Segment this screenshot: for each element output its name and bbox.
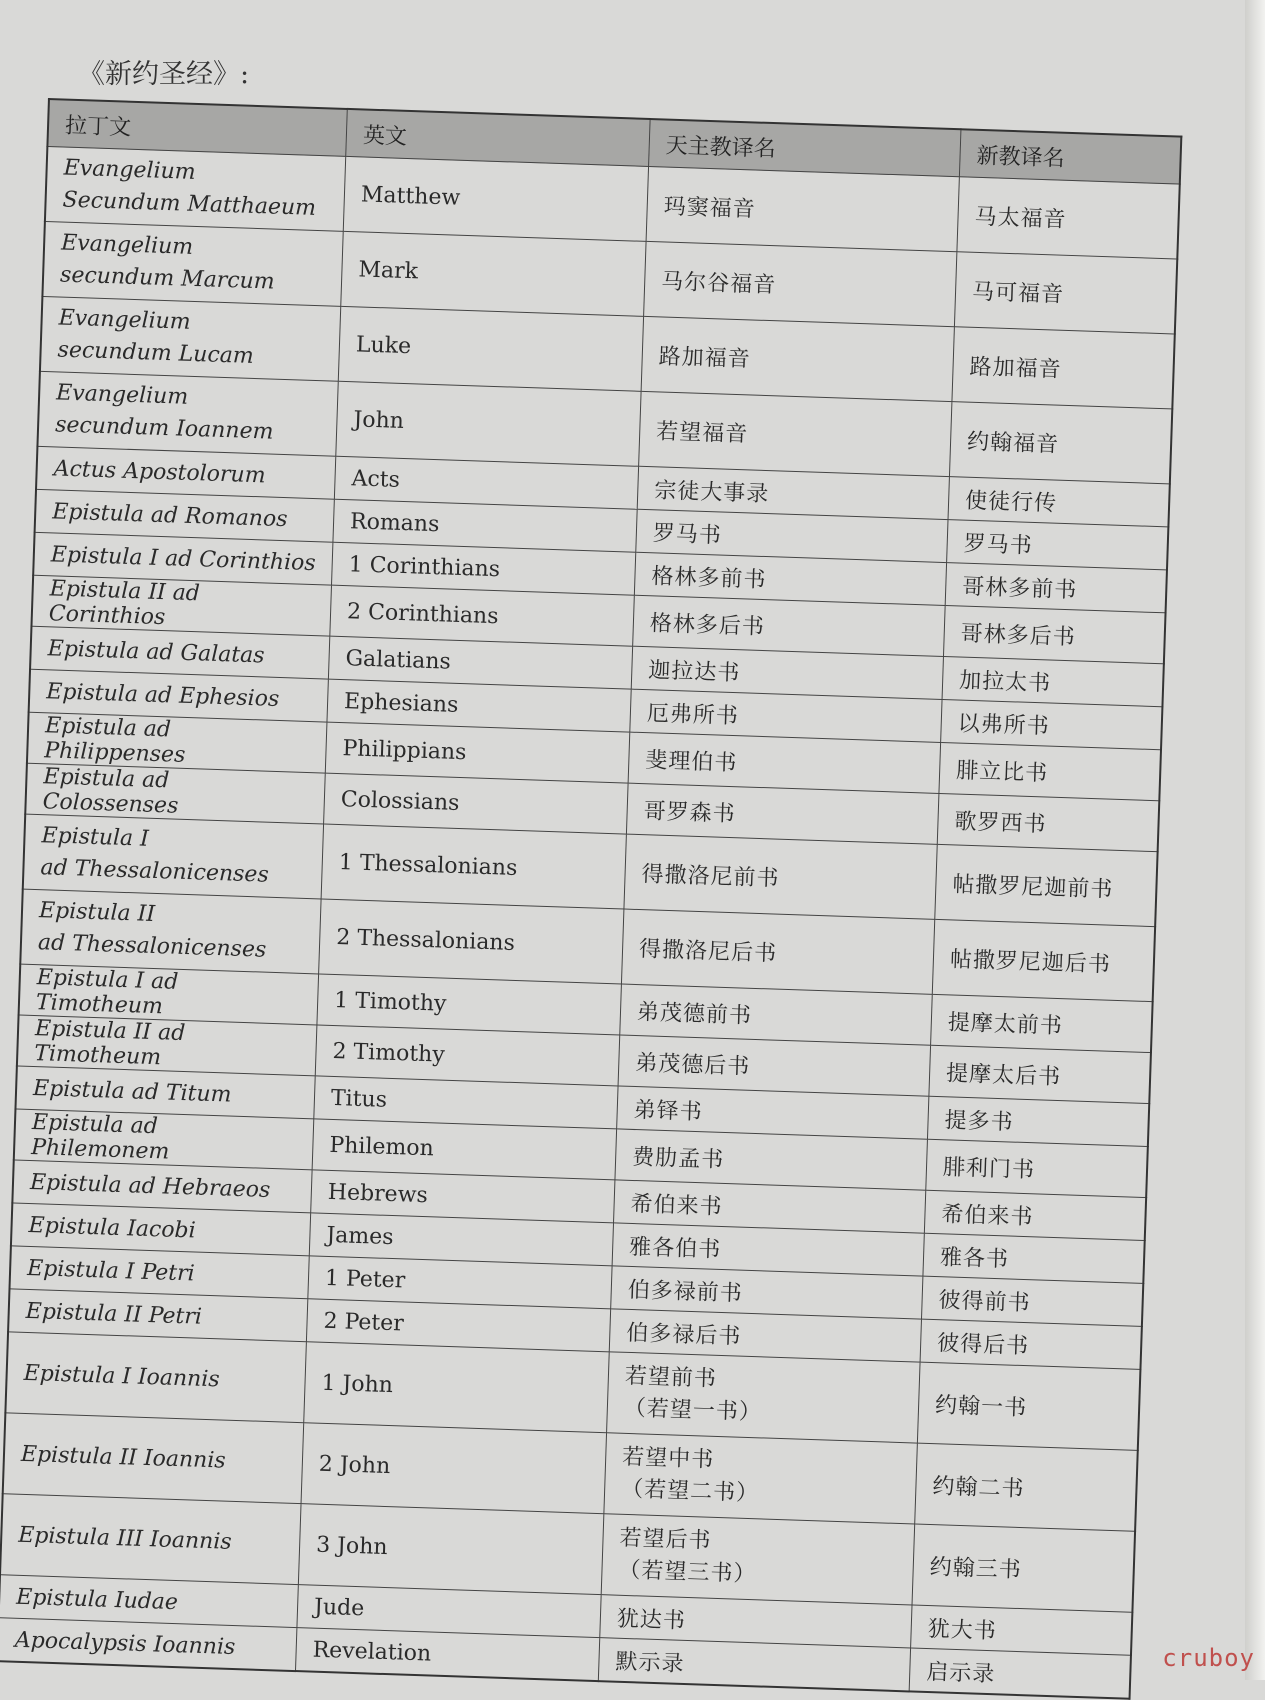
cell-english-text: 1 Peter	[324, 1265, 406, 1293]
cell-protestant-text: 提多书	[944, 1107, 1014, 1136]
cell-catholic-text: 宗徒大事录	[653, 477, 770, 507]
cell-latin-text: Epistula I ad Corinthios	[50, 541, 317, 576]
cell-protestant-text: 约翰二书	[932, 1473, 1025, 1502]
cell-latin	[3, 1413, 304, 1504]
cell-english	[301, 1423, 607, 1514]
cell-english	[336, 381, 641, 466]
cell-catholic-text: 弟茂德前书	[636, 999, 753, 1029]
cell-protestant	[945, 563, 1167, 613]
cell-english-text: 1 Thessalonians	[338, 849, 518, 881]
cell-protestant	[923, 1233, 1145, 1283]
cell-english	[338, 306, 643, 391]
cell-catholic-text: 若望后书	[619, 1525, 712, 1554]
cell-english-text: Philemon	[329, 1132, 435, 1161]
cell-latin	[19, 964, 319, 1025]
cell-protestant-text: 以弗所书	[957, 711, 1051, 740]
cell-latin-text: Evangelium	[63, 155, 197, 185]
cell-catholic-text: （若望三书）	[618, 1557, 757, 1588]
cell-latin	[31, 575, 331, 636]
cell-protestant-text: 哥林多前书	[961, 574, 1078, 603]
cell-latin	[42, 221, 343, 306]
cell-latin-text: Epistula ad Philippenses	[43, 713, 186, 768]
bible-books-table	[0, 98, 1182, 1700]
cell-latin-text: Epistula II ad Timotheum	[33, 1016, 186, 1071]
cell-catholic-text: 若望中书	[621, 1444, 715, 1473]
cell-protestant	[917, 1362, 1140, 1450]
cell-protestant	[935, 844, 1158, 926]
cell-protestant	[954, 252, 1177, 334]
cell-catholic-text: 弟铎书	[633, 1097, 704, 1125]
cell-protestant-text: 马太福音	[974, 204, 1067, 233]
cell-protestant	[912, 1524, 1135, 1612]
cell-protestant-text: 约翰一书	[934, 1392, 1028, 1421]
cell-protestant-text: 提摩太后书	[945, 1060, 1062, 1090]
bible-books-table-wrapper	[0, 98, 1182, 1700]
cell-latin-text: Epistula ad Ephesios	[45, 678, 280, 712]
cell-catholic	[621, 909, 934, 994]
cell-english-text: 1 Timothy	[333, 987, 447, 1017]
cell-latin-text: Epistula II ad Corinthios	[48, 576, 201, 631]
cell-english-text: Mark	[358, 256, 419, 284]
cell-latin-text: Epistula ad Titum	[32, 1075, 232, 1108]
cell-latin-text: Secundum Matthaeum	[62, 187, 317, 221]
cell-catholic-text: 若望福音	[655, 418, 749, 447]
cell-protestant	[911, 1605, 1133, 1655]
cell-latin	[20, 889, 321, 974]
cell-catholic-text: 得撒洛尼后书	[638, 936, 778, 967]
cell-english-text: 3 John	[315, 1532, 388, 1560]
cell-catholic-text: 马尔谷福音	[660, 268, 777, 298]
cell-catholic-text: 伯多禄后书	[625, 1320, 742, 1350]
cell-latin-text: Epistula ad Hebraeos	[29, 1169, 271, 1203]
cell-protestant-text: 启示录	[925, 1659, 996, 1687]
cell-protestant-text: 雅各书	[939, 1244, 1010, 1272]
cell-catholic-text: 弟茂德后书	[634, 1050, 751, 1080]
cell-latin-text: Epistula ad Romanos	[51, 498, 288, 532]
cell-catholic-text: 费肋孟书	[631, 1144, 725, 1173]
cell-protestant	[929, 1045, 1151, 1103]
cell-english	[321, 824, 626, 909]
cell-protestant	[942, 656, 1164, 706]
cell-latin-text: Actus Apostolorum	[53, 455, 266, 488]
watermark-text: cruboy	[1162, 1644, 1255, 1672]
cell-protestant	[920, 1319, 1142, 1369]
header-catholic: 天主教译名	[649, 119, 961, 177]
cell-catholic-text: 斐理伯书	[644, 747, 738, 776]
cell-latin-text: Epistula II Petri	[25, 1298, 203, 1330]
cell-catholic-text: 得撒洛尼前书	[641, 861, 780, 892]
cell-protestant	[941, 699, 1163, 749]
cell-protestant	[921, 1276, 1143, 1326]
header-protestant: 新教译名	[959, 129, 1181, 184]
cell-latin	[25, 763, 325, 824]
cell-catholic-text: 默示录	[615, 1649, 685, 1677]
cell-catholic-text: 路加福音	[658, 343, 752, 372]
cell-english-text: 2 John	[318, 1451, 391, 1479]
cell-english-text: 2 Timothy	[332, 1038, 446, 1068]
cell-protestant	[952, 327, 1175, 409]
cell-catholic-text: 雅各伯书	[628, 1234, 722, 1263]
cell-protestant	[927, 1096, 1149, 1146]
cell-latin-text: Epistula Iudae	[15, 1584, 179, 1615]
cell-latin-text: Epistula I ad Timotheum	[35, 965, 179, 1020]
cell-english-text: Romans	[349, 508, 440, 537]
cell-catholic-text: 若望前书	[624, 1363, 718, 1392]
cell-protestant	[949, 402, 1172, 484]
cell-catholic	[624, 834, 937, 919]
cell-latin-text: Epistula ad Colossenses	[42, 764, 179, 819]
cell-protestant	[939, 742, 1161, 800]
cell-catholic	[598, 1638, 910, 1692]
cell-english-text: James	[326, 1222, 394, 1250]
cell-english	[298, 1504, 604, 1595]
cell-protestant	[915, 1443, 1138, 1531]
cell-protestant-text: 使徒行传	[964, 488, 1058, 517]
cell-protestant-text: 彼得前书	[938, 1287, 1032, 1316]
cell-latin-text: ad Thessalonicenses	[40, 855, 270, 888]
cell-latin-text: secundum Lucam	[57, 337, 255, 369]
cell-catholic-text: 罗马书	[652, 520, 723, 549]
cell-catholic-text: 格林多后书	[649, 610, 766, 640]
cell-catholic-text: 希伯来书	[630, 1191, 724, 1220]
cell-english	[319, 899, 624, 984]
cell-latin	[0, 1494, 301, 1585]
cell-catholic-text: 玛窦福音	[663, 193, 757, 223]
cell-latin-text: Apocalypsis Ioannis	[14, 1627, 236, 1660]
cell-catholic-text: 哥罗森书	[643, 798, 737, 827]
cell-catholic-text: 伯多禄前书	[627, 1277, 744, 1307]
cell-protestant	[948, 477, 1170, 527]
cell-protestant-text: 彼得后书	[936, 1330, 1030, 1359]
cell-protestant-text: 帖撒罗尼迦后书	[949, 946, 1112, 978]
cell-protestant	[957, 177, 1180, 259]
cell-protestant-text: 帖撒罗尼迦前书	[952, 871, 1114, 903]
cell-catholic-text: （若望二书）	[620, 1476, 760, 1507]
cell-english	[295, 1628, 599, 1682]
cell-english	[341, 231, 646, 316]
cell-protestant-text: 约翰福音	[966, 429, 1060, 458]
cell-english-text: Jude	[313, 1594, 365, 1621]
cell-protestant-text: 歌罗西书	[954, 808, 1047, 837]
cell-protestant-text: 罗马书	[963, 531, 1034, 559]
cell-english-text: Galatians	[345, 645, 452, 675]
cell-protestant	[924, 1190, 1146, 1240]
cell-protestant-text: 路加福音	[969, 354, 1062, 383]
cell-protestant-text: 犹大书	[927, 1616, 998, 1644]
cell-protestant	[932, 919, 1155, 1001]
cell-latin-text: Epistula II Ioannis	[20, 1441, 227, 1474]
cell-english-text: Titus	[330, 1085, 388, 1113]
cell-latin-text: Evangelium	[60, 230, 194, 260]
cell-english-text: Matthew	[360, 181, 461, 211]
cell-english-text: Luke	[355, 331, 412, 359]
cell-protestant-text: 加拉太书	[958, 668, 1052, 697]
cell-latin	[27, 712, 327, 773]
cell-protestant-text: 希伯来书	[941, 1201, 1034, 1230]
table-caption: 《新约圣经》:	[78, 59, 250, 90]
cell-latin-text: Epistula Iacobi	[28, 1212, 197, 1244]
cell-english-text: Acts	[351, 465, 401, 493]
header-latin: 拉丁文	[47, 99, 347, 156]
cell-latin	[17, 1015, 317, 1076]
cell-latin	[45, 147, 346, 232]
cell-english-text: Ephesians	[343, 688, 459, 718]
cell-english-text: Revelation	[312, 1637, 432, 1667]
cell-catholic	[604, 1433, 918, 1524]
cell-english-text: 2 Corinthians	[346, 598, 499, 629]
cell-english	[343, 156, 648, 241]
cell-latin-text: Evangelium	[58, 305, 192, 335]
cell-english-text: John	[353, 406, 405, 434]
cell-latin-text: Epistula I Ioannis	[23, 1360, 221, 1392]
cell-protestant-text: 腓利门书	[942, 1154, 1036, 1183]
cell-catholic-text: （若望一书）	[623, 1395, 763, 1426]
cell-latin-text: secundum Marcum	[59, 262, 276, 295]
cell-latin	[14, 1109, 314, 1170]
cell-latin-text: Epistula II	[38, 898, 156, 927]
cell-catholic	[641, 316, 954, 401]
cell-english-text: 1 Corinthians	[348, 551, 501, 582]
cell-english-text: 2 Peter	[323, 1308, 405, 1336]
cell-english-text: 2 Thessalonians	[335, 924, 516, 956]
cell-latin-text: Epistula ad Galatas	[47, 635, 265, 668]
cell-protestant-text: 约翰三书	[929, 1554, 1023, 1583]
cell-latin-text: Evangelium	[55, 380, 189, 410]
cell-latin	[0, 1618, 297, 1671]
cell-protestant-text: 马可福音	[971, 279, 1065, 308]
cell-catholic-text: 迦拉达书	[647, 657, 741, 686]
cell-latin-text: secundum Ioannem	[54, 412, 274, 445]
cell-latin-text: Epistula ad Philemonem	[30, 1110, 170, 1165]
table-body	[0, 147, 1180, 1699]
cell-latin-text: Epistula III Ioannis	[17, 1522, 233, 1555]
cell-english	[304, 1342, 610, 1433]
cell-catholic-text: 厄弗所书	[646, 700, 740, 729]
header-english: 英文	[346, 109, 650, 167]
cell-english-text: Hebrews	[327, 1179, 429, 1208]
cell-protestant-text: 哥林多后书	[960, 621, 1077, 650]
cell-protestant	[909, 1648, 1131, 1699]
cell-latin-text: Epistula I	[41, 823, 150, 852]
cell-catholic	[644, 241, 957, 326]
cell-catholic-text: 格林多前书	[651, 563, 767, 593]
cell-english-text: Colossians	[340, 786, 460, 816]
cell-english-text: 1 John	[321, 1370, 394, 1398]
cell-protestant	[926, 1139, 1148, 1197]
cell-catholic	[639, 391, 952, 476]
cell-latin-text: ad Thessalonicenses	[37, 930, 267, 963]
cell-latin	[40, 296, 341, 381]
page-edge	[1245, 0, 1265, 1680]
cell-protestant	[931, 994, 1153, 1052]
cell-protestant	[947, 520, 1169, 570]
cell-protestant-text: 腓立比书	[955, 757, 1049, 787]
cell-protestant	[943, 606, 1165, 664]
cell-latin-text: Epistula I Petri	[26, 1255, 196, 1287]
cell-catholic	[601, 1514, 915, 1605]
cell-catholic	[607, 1352, 921, 1443]
cell-english-text: Philippians	[342, 735, 467, 765]
cell-latin	[37, 371, 338, 456]
cell-protestant	[937, 793, 1159, 851]
cell-protestant-text: 提摩太前书	[947, 1009, 1064, 1039]
cell-catholic	[646, 166, 959, 251]
cell-catholic-text: 犹达书	[616, 1606, 687, 1634]
cell-latin	[23, 814, 324, 899]
cell-latin	[5, 1332, 306, 1423]
